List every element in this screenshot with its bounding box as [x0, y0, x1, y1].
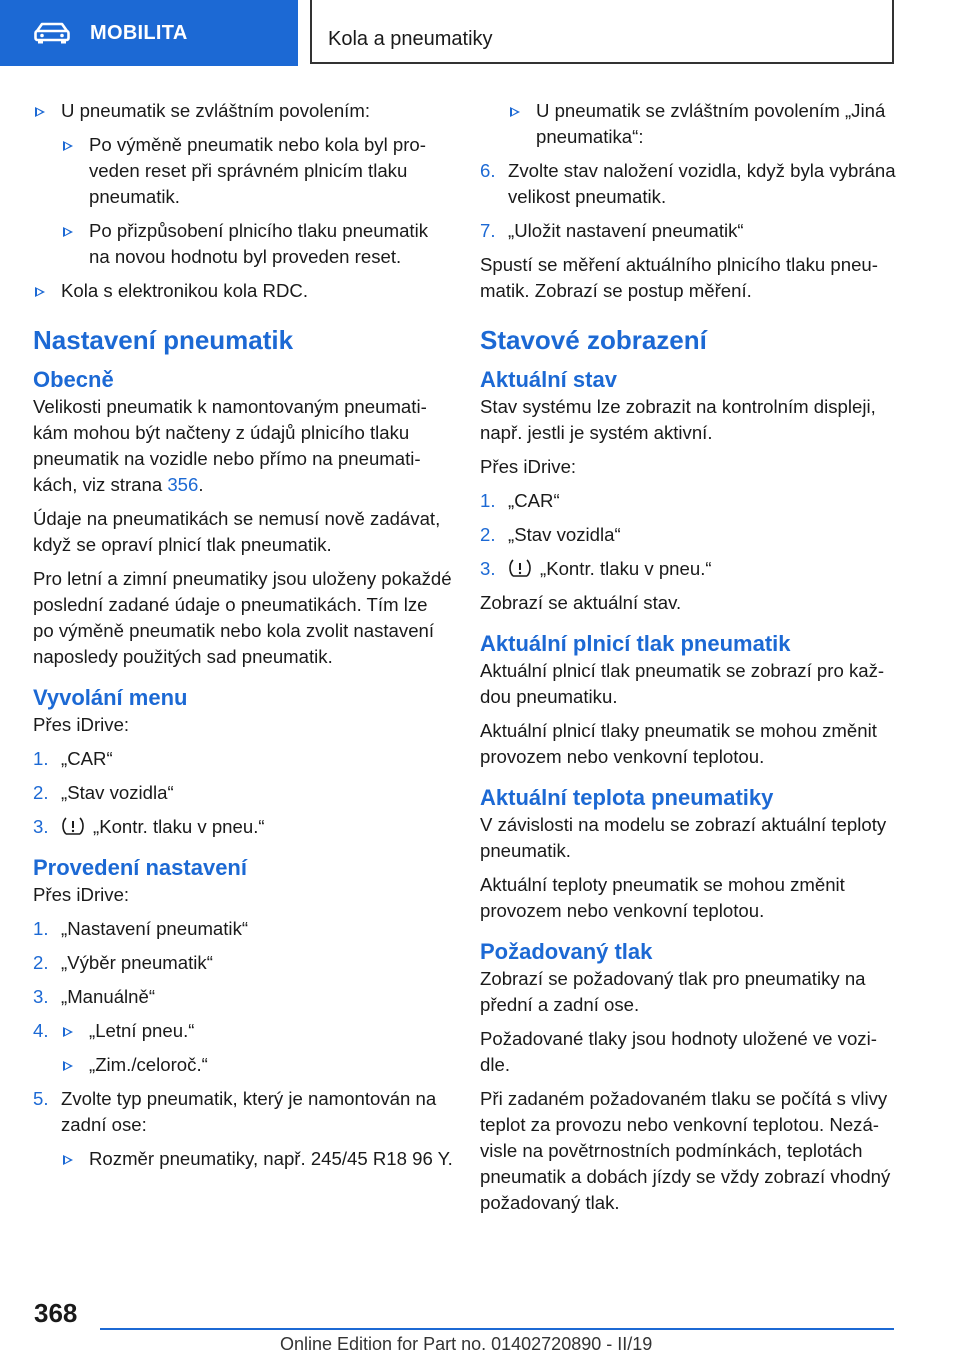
bullet-triangle-icon: [63, 1061, 73, 1071]
list-item: 6. Zvolte stav naložení vozidla, když byla vybrána velikost pneumatik.: [480, 160, 896, 207]
list-item: „Letní pneu.“: [61, 1018, 453, 1044]
page-header: [0, 0, 960, 66]
list-item: 1. „CAR“: [33, 748, 113, 769]
list-item: 4. „Letní pneu.“: [33, 1018, 453, 1044]
heading-current-temperature: Aktuální teplota pneumatiky: [480, 785, 774, 810]
paragraph: Aktuální plnicí tlak pneumatik se zobrazí pro každou pneumatiku.: [480, 660, 885, 707]
chapter-title: Kola a pneumatiky: [328, 28, 493, 50]
right-column: [480, 98, 900, 1224]
paragraph: Přes iDrive:: [33, 714, 130, 735]
paragraph: Zobrazí se aktuální stav.: [480, 592, 682, 613]
list-item: U pneumatik se zvláštním povolením „Jiná pneumatika“:: [508, 98, 900, 150]
list-item: 2. „Stav vozidla“: [480, 524, 621, 545]
list-item: 1. „CAR“: [480, 490, 560, 511]
heading-perform-settings: Provedení nastavení: [33, 855, 247, 880]
heading-general: Obecně: [33, 367, 114, 392]
bullet-triangle-icon: [35, 107, 45, 117]
list-item: 2. „Stav vozidla“: [33, 782, 174, 803]
heading-tire-settings: Nastavení pneumatik: [33, 325, 294, 355]
heading-current-pressure: Aktuální plnicí tlak pneumatik: [480, 631, 791, 656]
paragraph: Pro letní a zimní pneumatiky jsou uloženy pokaždé poslední zadané údaje o pneumatikách. Tím lze po výměně pneumatik nebo kola zvolit nastavení naposledy použitých sad pneumatik.: [33, 568, 452, 667]
page-number: 368: [34, 1298, 78, 1328]
paragraph: Přes iDrive:: [480, 456, 577, 477]
paragraph: Údaje na pneumatikách se nemusí nově zadávat, když se opraví plnicí tlak pneumatik.: [33, 508, 441, 555]
paragraph: Stav systému lze zobrazit na kontrolním displeji, např. jestli je systém aktivní.: [480, 396, 876, 443]
heading-call-menu: Vyvolání menu: [33, 685, 188, 710]
list-item: Po výměně pneumatik nebo kola byl proveden reset při správném plnicím tlaku pneumatik.: [61, 132, 453, 210]
list-item: Po přizpůsobení plnicího tlaku pneumatik na novou hodnotu byl proveden reset.: [61, 218, 453, 270]
bullet-triangle-icon: [35, 287, 45, 297]
paragraph: Zobrazí se požadovaný tlak pro pneumatiky na přední a zadní ose.: [480, 968, 866, 1015]
chapter-box: [310, 0, 894, 64]
paragraph: Aktuální plnicí tlaky pneumatik se mohou změnit provozem nebo venkovní teplotou.: [480, 720, 877, 767]
list-item: Kola s elektronikou kola RDC.: [33, 278, 453, 304]
paragraph: Požadované tlaky jsou hodnoty uložené ve vozidle.: [480, 1028, 877, 1075]
list-item: 3. „Kontr. tlaku v pneu.“: [480, 558, 712, 579]
list-item: 3. „Kontr. tlaku v pneu.“: [33, 816, 265, 837]
list-item: Rozměr pneumatiky, např. 245/45 R18 96 Y.: [61, 1146, 453, 1172]
list-item: 2. „Výběr pneumatik“: [33, 952, 213, 973]
list-item: U pneumatik se zvláštním povolením:: [33, 98, 453, 124]
list-item: 3. „Manuálně“: [33, 986, 156, 1007]
bullet-triangle-icon: [63, 1155, 73, 1165]
tire-pressure-icon: [61, 816, 85, 836]
bullet-triangle-icon: [63, 227, 73, 237]
paragraph: Aktuální teploty pneumatik se mohou změnit provozem nebo venkovní teplotou.: [480, 874, 845, 921]
footer-edition: Online Edition for Part no. 01402720890 - II/19: [280, 1334, 653, 1354]
page-link[interactable]: 356: [167, 474, 199, 495]
tire-pressure-icon: [508, 558, 532, 578]
bullet-triangle-icon: [510, 107, 520, 117]
paragraph: Při zadaném požadovaném tlaku se počítá s vlivy teplot za provozu nebo venkovní teplotou. Nezávisle na povětrnostních podmínkách, teplotách pneumatik a dobách jízdy se vždy zobrazí vhodný požadovaný tlak.: [480, 1088, 891, 1213]
list-item: 5. Zvolte typ pneumatik, který je namontován na zadní ose:: [33, 1088, 437, 1135]
paragraph: Přes iDrive:: [33, 884, 130, 905]
list-item: 1. „Nastavení pneumatik“: [33, 918, 249, 939]
left-column: [33, 98, 453, 1180]
car-icon: [34, 22, 70, 44]
bullet-triangle-icon: [63, 141, 73, 151]
bullet-triangle-icon: [63, 1027, 73, 1037]
paragraph: Spustí se měření aktuálního plnicího tlaku pneumatik. Zobrazí se postup měření.: [480, 254, 878, 301]
heading-current-status: Aktuální stav: [480, 367, 617, 392]
heading-status-display: Stavové zobrazení: [480, 325, 707, 355]
paragraph: Velikosti pneumatik k namontovaným pneumatikám mohou být načteny z údajů plnicího tlaku pneumatik na vozidle nebo přímo na pneumatikách, viz strana 356.: [33, 396, 427, 495]
section-title: MOBILITA: [90, 21, 188, 44]
list-item: 7. „Uložit nastavení pneumatik“: [480, 220, 744, 241]
footer-divider: [100, 1328, 894, 1330]
list-item: „Zim./celoroč.“: [61, 1052, 453, 1078]
paragraph: V závislosti na modelu se zobrazí aktuální teploty pneumatik.: [480, 814, 887, 861]
heading-target-pressure: Požadovaný tlak: [480, 939, 653, 964]
section-tab: [0, 0, 298, 66]
